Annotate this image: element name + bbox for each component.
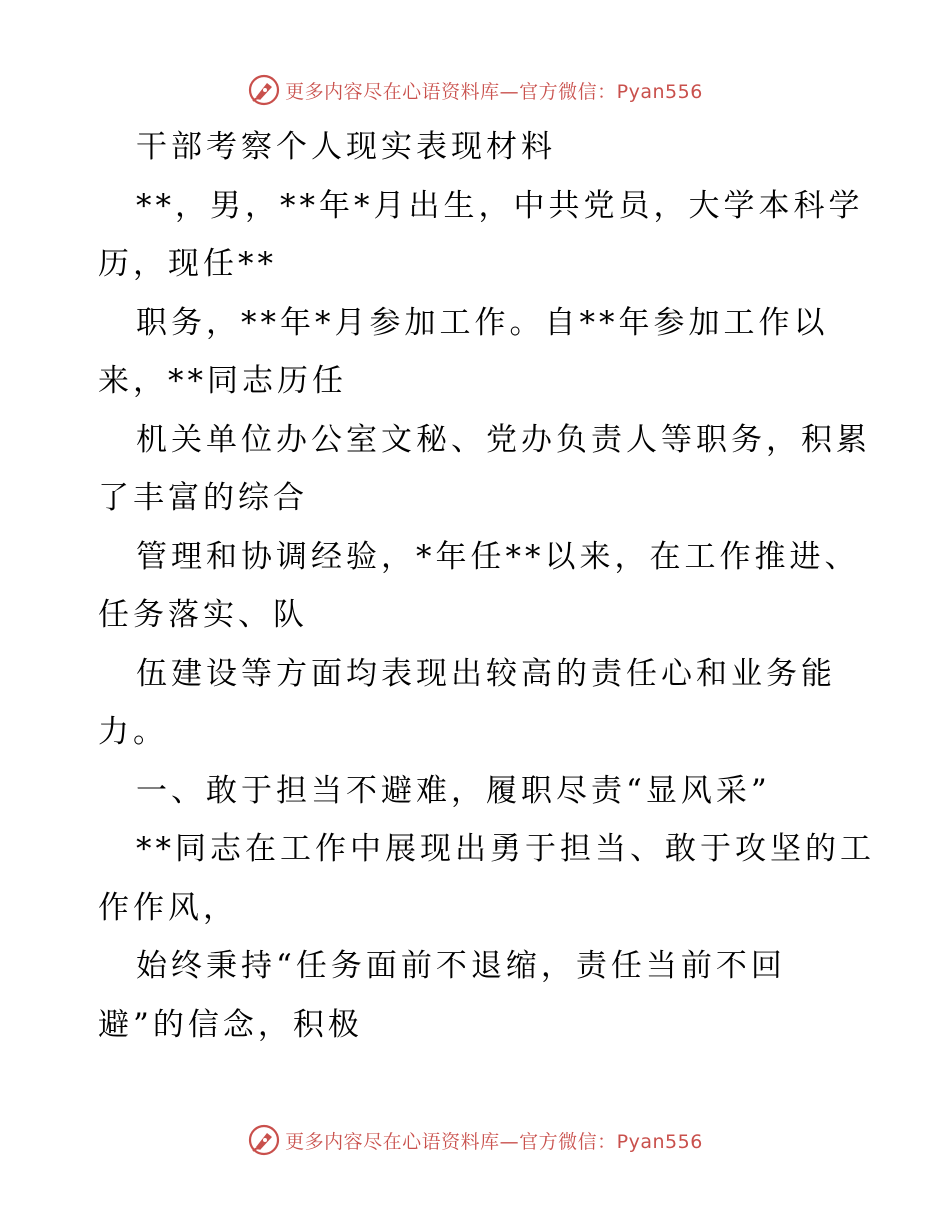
header-banner-text: 更多内容尽在心语资料库—官方微信：Pyan556 [285,80,703,103]
document-text-line: 来，**同志历任 [98,363,347,399]
pen-nib-logo-icon [247,1123,281,1157]
document-text-line: 作作风， [98,889,238,926]
footer-banner-text: 更多内容尽在心语资料库—官方微信：Pyan556 [285,1130,703,1153]
document-title: 干部考察个人现实表现材料 [136,129,556,165]
document-text-line: 了丰富的综合 [98,480,308,516]
pen-nib-logo-icon [247,73,281,107]
document-body [98,118,875,1054]
document-text-line: 伍建设等方面均表现出较高的责任心和业务能 [136,655,836,692]
footer-watermark-banner [0,1120,950,1160]
document-text-line: 职务，**年*月参加工作。自**年参加工作以 [136,304,829,341]
document-text-line: 历，现任** [98,246,277,282]
document-text-line: 避”的信念，积极 [98,1006,363,1043]
document-text-line: 始终秉持“任务面前不退缩，责任当前不回 [136,948,786,984]
document-text-line: 任务落实、队 [98,597,308,633]
document-text-line: 管理和协调经验，*年任**以来，在工作推进、 [136,538,860,575]
document-text-line: **同志在工作中展现出勇于担当、敢于攻坚的工 [136,831,875,867]
header-watermark-banner [0,70,950,110]
document-text-line: 力。 [98,714,168,750]
document-text-line: 机关单位办公室文秘、党办负责人等职务，积累 [136,421,871,458]
document-text-line: 一、敢于担当不避难，履职尽责“显风采” [136,772,771,809]
document-text-line: **，男，**年*月出生，中共党员，大学本科学 [136,187,864,224]
